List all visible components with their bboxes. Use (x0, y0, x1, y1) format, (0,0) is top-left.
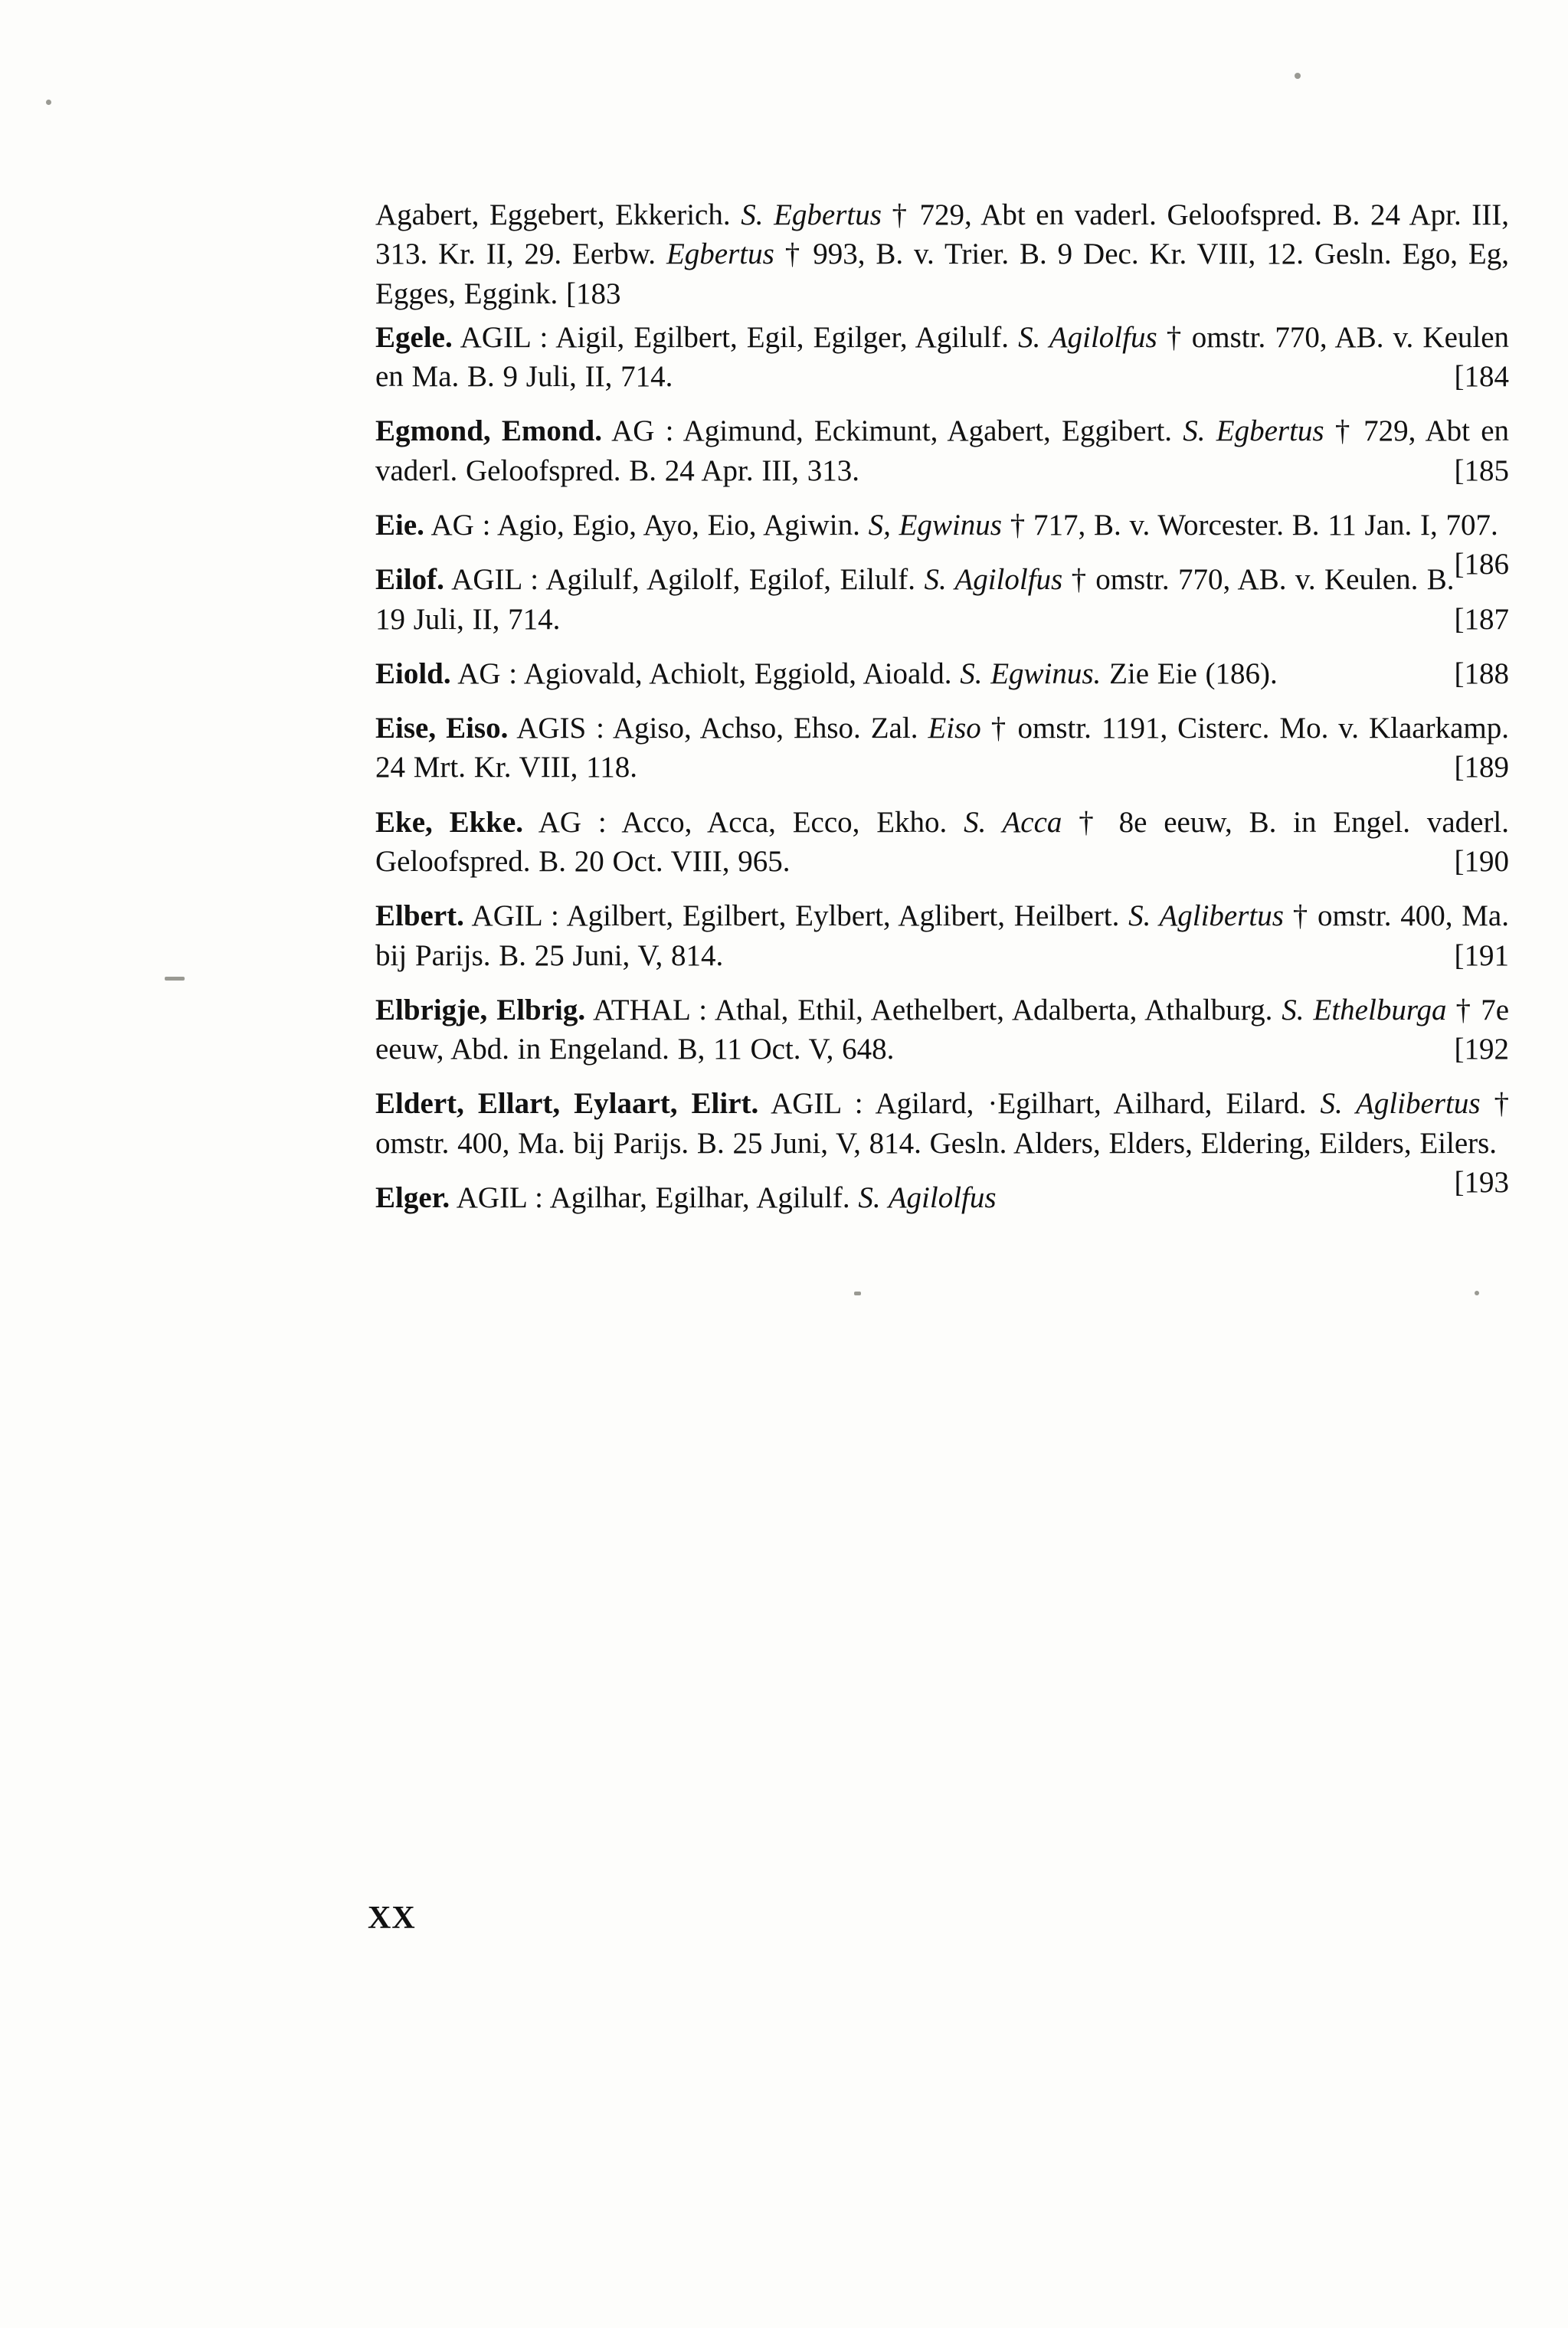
dictionary-entry: Eie. AG : Agio, Egio, Ayo, Eio, Agiwin. S, Egwinus † 717, B. v. Worcester. B. 11 Jan. I, 707. [186 (375, 508, 1509, 581)
dictionary-entry: Agabert, Eggebert, Ekkerich. S. Egbertus † 729, Abt en vaderl. Geloofspred. B. 24 Apr. III, 313. Kr. II, 29. Eerbw. Egbertus † 993, B. v. Trier. B. 9 Dec. Kr. VIII, 12. Gesln. Ego, Eg, Egges, Eggink. [183 (375, 198, 1510, 310)
dictionary-entry: Elbert. AGIL : Agilbert, Egilbert, Eylbert, Aglibert, Heilbert. S. Aglibertus † omstr. 400, Ma. bij Parijs. B. 25 Juni, V, 814. [191 (375, 899, 1509, 972)
page-speck (854, 1292, 861, 1295)
dictionary-entry: Elbrigje, Elbrig. ATHAL : Athal, Ethil, Aethelbert, Adalberta, Athalburg. S. Ethelburga † 7e eeuw, Abd. in Engeland. B, 11 Oct. V, 648. [192 (375, 993, 1510, 1066)
dictionary-entry: Egele. AGIL : Aigil, Egilbert, Egil, Egilger, Agilulf. S. Agilolfus † omstr. 770, AB. v. Keulen en Ma. B. 9 Juli, II, 714. [184 (375, 320, 1510, 394)
dictionary-entry: Eldert, Ellart, Eylaart, Elirt. AGIL : Agilard, ·Egilhart, Ailhard, Eilard. S. Aglibertus † omstr. 400, Ma. bij Parijs. B. 25 Juni, V, 814. Gesln. Alders, Elders, Eldering, Eilders, Eilers. [193 (375, 1087, 1510, 1199)
dictionary-entry: Eilof. AGIL : Agilulf, Agilolf, Egilof, Eilulf. S. Agilolfus † omstr. 770, AB. v. Keulen. B. 19 Juli, II, 714. [187 (375, 563, 1509, 636)
page-speck (1295, 73, 1301, 79)
dictionary-entry: Eise, Eiso. AGIS : Agiso, Achso, Ehso. Zal. Eiso † omstr. 1191, Cisterc. Mo. v. Klaarkamp. 24 Mrt. Kr. VIII, 118. [189 (375, 712, 1510, 784)
dictionary-entry: Eiold. AG : Agiovald, Achiolt, Eggiold, Aioald. S. Egwinus. Zie Eie (186). [188 (375, 656, 1509, 690)
page-speck (46, 100, 51, 105)
page-folio: XX (368, 1901, 416, 1936)
dictionary-entry: Eke, Ekke. AG : Acco, Acca, Ecco, Ekho. S. Acca † 8e eeuw, B. in Engel. vaderl. Geloofspred. B. 20 Oct. VIII, 965. [190 (375, 805, 1510, 878)
page-speck (165, 977, 185, 981)
page-speck (1475, 1291, 1479, 1295)
dictionary-entry: Egmond, Emond. AG : Agimund, Eckimunt, Agabert, Eggibert. S. Egbertus † 729, Abt en vaderl. Geloofspred. B. 24 Apr. III, 313. [185 (375, 414, 1510, 487)
dictionary-entry-list (375, 195, 1509, 1233)
dictionary-entry: Elger. AGIL : Agilhar, Egilhar, Agilulf. S. Agilolfus (375, 1180, 997, 1214)
